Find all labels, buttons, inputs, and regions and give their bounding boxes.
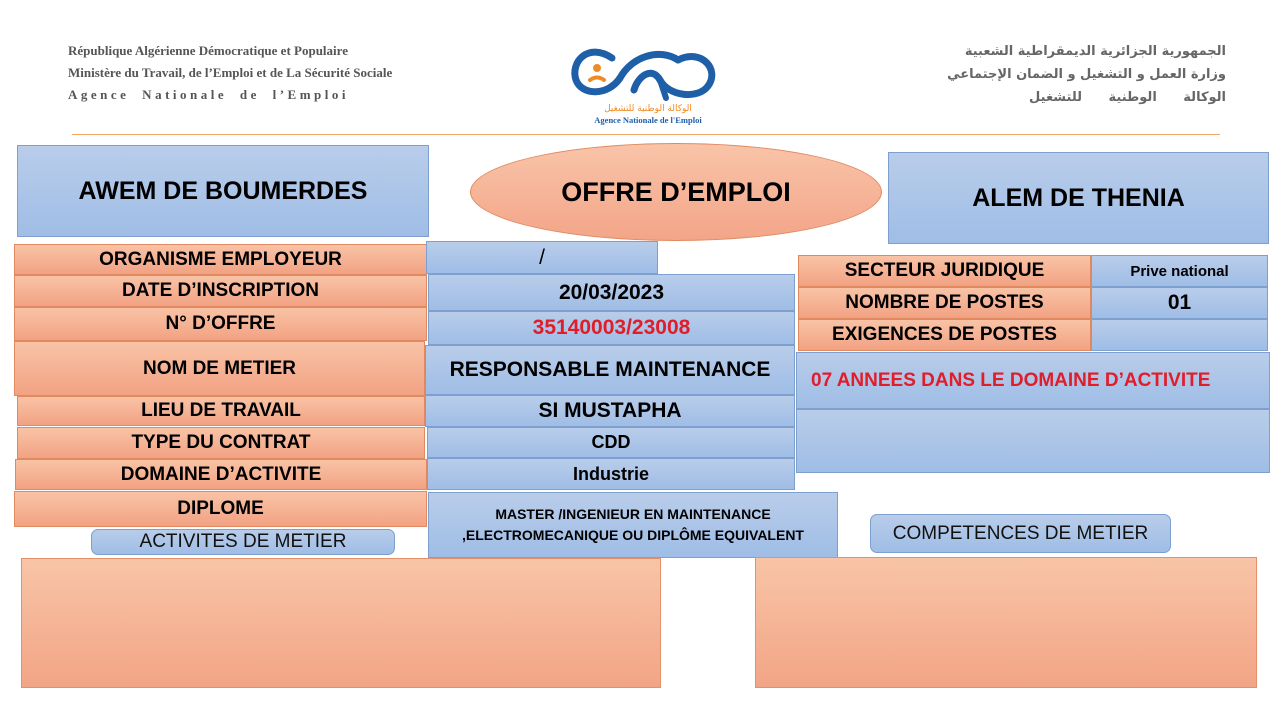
header-arabic-block <box>756 40 1226 109</box>
contrat-value: CDD <box>427 427 795 458</box>
competences-header: COMPETENCES DE METIER <box>870 514 1171 553</box>
activites-content-box <box>21 558 661 688</box>
diplome-value-line-2: ,ELECTROMECANIQUE OU DIPLÔME EQUIVALENT <box>462 527 804 543</box>
exigences-value-cell <box>1091 319 1268 351</box>
lieu-value: SI MUSTAPHA <box>425 395 795 427</box>
offre-emploi-title: OFFRE D’EMPLOI <box>470 143 882 241</box>
header-french-block <box>68 40 538 106</box>
awem-title-box: AWEM DE BOUMERDES <box>17 145 429 237</box>
metier-value: RESPONSABLE MAINTENANCE <box>425 345 795 395</box>
date-label: DATE D’INSCRIPTION <box>14 275 427 307</box>
domaine-value: Industrie <box>427 458 795 490</box>
postes-value: 01 <box>1091 287 1268 319</box>
domaine-label: DOMAINE D’ACTIVITE <box>15 459 427 490</box>
header-fr-line-3: Agence Nationale de l’Emploi <box>68 87 350 102</box>
offre-number-label: N° D’OFFRE <box>14 307 427 341</box>
lieu-label: LIEU DE TRAVAIL <box>17 396 425 426</box>
anem-logo-icon <box>568 40 728 128</box>
postes-label: NOMBRE DE POSTES <box>798 287 1091 319</box>
diplome-value-line-1: MASTER /INGENIEUR EN MAINTENANCE <box>495 506 771 522</box>
date-value: 20/03/2023 <box>428 274 795 311</box>
exigences-value: 07 ANNEES DANS LE DOMAINE D’ACTIVITE <box>796 352 1270 409</box>
exigences-label: EXIGENCES DE POSTES <box>798 319 1091 351</box>
secteur-label: SECTEUR JURIDIQUE <box>798 255 1091 287</box>
exigences-empty-cell <box>796 409 1270 473</box>
secteur-value: Prive national <box>1091 255 1268 287</box>
header-ar-line-2: وزارة العمل و التشغيل و الضمان الإجتماعي <box>947 67 1226 82</box>
activites-header: ACTIVITES DE METIER <box>91 529 395 555</box>
organisme-value: / <box>426 241 658 274</box>
logo-arabic-text: الوكالة الوطنية للتشغيل <box>604 104 692 114</box>
header-divider <box>72 134 1220 135</box>
diplome-label: DIPLOME <box>14 491 427 527</box>
offre-number-value: 35140003/23008 <box>428 311 795 345</box>
metier-label: NOM DE METIER <box>14 341 425 396</box>
competences-content-box <box>755 557 1257 688</box>
diplome-value <box>428 492 838 558</box>
header-fr-line-2: Ministère du Travail, de l’Emploi et de La Sécurité Sociale <box>68 65 393 80</box>
anem-logo <box>568 40 728 128</box>
organisme-label: ORGANISME EMPLOYEUR <box>14 244 427 275</box>
logo-french-text: Agence Nationale de l'Emploi <box>594 115 702 125</box>
alem-title-box: ALEM DE THENIA <box>888 152 1269 244</box>
header-ar-line-3: الوكالة الوطنية للتشغيل <box>1029 90 1226 105</box>
header-fr-line-1: République Algérienne Démocratique et Populaire <box>68 43 348 58</box>
contrat-label: TYPE DU CONTRAT <box>17 427 425 459</box>
header-ar-line-1: الجمهورية الجزائرية الديمقراطية الشعبية <box>964 44 1226 59</box>
